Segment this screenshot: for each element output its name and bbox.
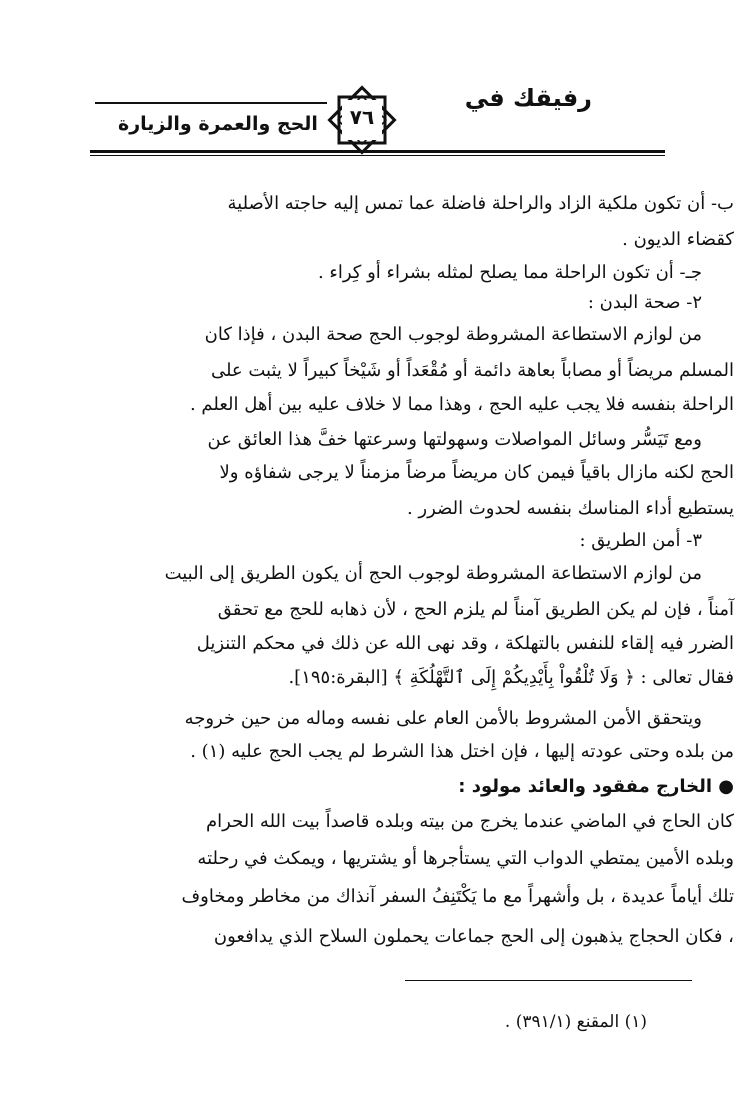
running-title-left: الحج والعمرة والزيارة xyxy=(118,113,318,135)
body-line: من لوازم الاستطاعة المشروطة لوجوب الحج أن يكون الطريق إلى البيت xyxy=(164,563,702,584)
body-line: ب- أن تكون ملكية الزاد والراحلة فاضلة عما تمس إليه حاجته الأصلية xyxy=(227,193,734,214)
body-line: ومع تَيَسُّر وسائل المواصلات وسهولتها وسرعتها خفَّ هذا العائق عن xyxy=(207,429,702,450)
body-line: الضرر فيه إلقاء للنفس بالتهلكة ، وقد نهى الله عن ذلك في محكم التنزيل xyxy=(196,633,734,654)
running-title-right: رفيقك في xyxy=(464,84,592,112)
body-line: كان الحاج في الماضي عندما يخرج من بيته وبلده قاصداً بيت الله الحرام xyxy=(206,811,734,832)
body-line: من بلده وحتى عودته إليها ، فإن اختل هذا الشرط لم يجب الحج عليه (١) . xyxy=(190,741,734,762)
header-rule-top xyxy=(95,102,327,104)
body-line: آمناً ، فإن لم يكن الطريق آمناً لم يلزم الحج ، لأن ذهابه للحج مع تحقق xyxy=(217,599,734,620)
body-line: المسلم مريضاً أو مصاباً بعاهة دائمة أو مُقْعَداً أو شَيْخاً كبيراً لا يثبت على xyxy=(210,360,734,381)
page-number: ٧٦ xyxy=(349,105,375,129)
section-heading: ٢- صحة البدن : xyxy=(587,292,702,313)
quran-verse-line: فقال تعالى : ﴿ وَلَا تُلْقُواْ بِأَيْدِيكُمْ إِلَى ٱلتَّهْلُكَةِ ﴾ [البقرة:١٩٥]. xyxy=(288,667,734,688)
body-line: تلك أياماً عديدة ، بل وأشهراً مع ما يَكْتَنِفُ السفر آنذاك من مخاطر ومخاوف xyxy=(181,886,734,907)
body-line: كقضاء الديون . xyxy=(622,229,734,250)
body-line: يستطيع أداء المناسك بنفسه لحدوث الضرر . xyxy=(406,498,734,519)
body-line: الحج لكنه مازال باقياً فيمن كان مريضاً مرضاً مزمناً لا يرجى شفاؤه ولا xyxy=(219,462,734,483)
subheading: ● الخارج مفقود والعائد مولود : xyxy=(458,776,734,797)
body-line: ويتحقق الأمن المشروط بالأمن العام على نفسه وماله من حين خروجه xyxy=(184,708,702,729)
body-line: جـ- أن تكون الراحلة مما يصلح لمثله بشراء أو كِراء . xyxy=(317,262,702,283)
section-heading: ٣- أمن الطريق : xyxy=(579,530,702,551)
footnote-rule xyxy=(405,980,692,981)
body-line: من لوازم الاستطاعة المشروطة لوجوب الحج صحة البدن ، فإذا كان xyxy=(204,324,702,345)
body-line: وبلده الأمين يمتطي الدواب التي يستأجرها أو يشتريها ، ويمكث في رحلته xyxy=(197,848,734,869)
body-line: ، فكان الحجاج يذهبون إلى الحج جماعات يحملون السلاح الذي يدافعون xyxy=(213,926,734,947)
footnote: (١) المقنع (٣٩١/١) . xyxy=(504,1012,647,1032)
body-line: الراحلة بنفسه فلا يجب عليه الحج ، وهذا مما لا خلاف عليه بين أهل العلم . xyxy=(189,394,734,415)
page-number-badge xyxy=(322,80,402,160)
